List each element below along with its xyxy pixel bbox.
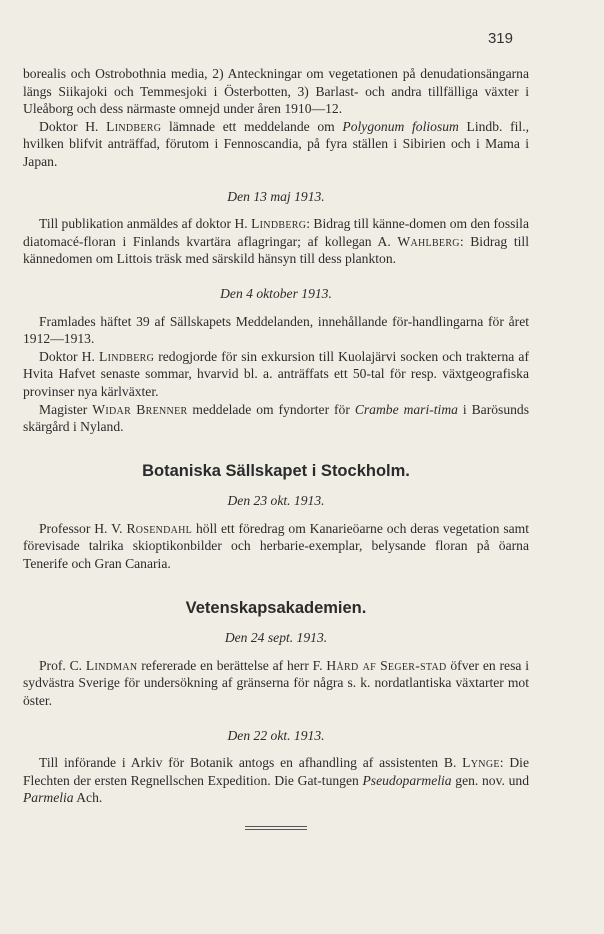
person-name: Hård af Seger-stad: [326, 657, 447, 673]
meeting-date: Den 4 oktober 1913.: [220, 285, 332, 301]
society-heading: Vetenskapsakademien.: [185, 598, 367, 617]
meeting-date: Den 22 okt. 1913.: [227, 727, 325, 743]
meeting-date: Den 24 sept. 1913.: [224, 630, 328, 646]
person-name: Lindberg: [98, 348, 155, 364]
meeting-date: Den 13 maj 1913.: [227, 188, 325, 204]
meeting-paragraph: Prof. C. Lindman refererade en berättelse af herr F. Hård af Seger-stad öfver en resa i sydvästra Sverige för undersökning af gränserna för några s. k. nordatlantiska växtarter mot öster.: [23, 657, 529, 709]
meeting-paragraph: Magister Widar Brenner meddelade om fyndorter för Crambe mari-tima i Barösunds skärgård i Nyland.: [23, 401, 530, 435]
meeting-paragraph: Professor H. V. Rosendahl höll ett föredrag om Kanarieöarne och deras vegetation samt förevisade talrika skioptikonbilder och herbarie-exemplar, belysande floran på öarna Tenerife och Gran Canaria.: [23, 520, 529, 572]
intro-paragraph: borealis och Ostrobothnia media, 2) Anteckningar om vegetationen på denudationsängarna längs Siikajoki och Temmesjoki i Österbotten, 3) Barlast- och andra tillfälliga växter i Uleåborg och dess närmaste omnejd under åren 1910—12.: [23, 66, 529, 117]
species-name: Pseudoparmelia: [362, 772, 452, 788]
meeting-paragraph: Framlades häftet 39 af Sällskapets Meddelanden, innehållande för-handlingarna för året 1912—1913.: [23, 313, 529, 347]
meeting-date: Den 23 okt. 1913.: [227, 493, 325, 509]
person-name: Wahlberg: [397, 233, 460, 249]
person-name: Lindberg: [106, 118, 162, 134]
person-name: Rosendahl: [126, 520, 193, 536]
page-body: [23, 65, 529, 830]
species-name: Parmelia: [23, 790, 74, 806]
person-name: Lindman: [85, 657, 138, 673]
society-heading: Botaniska Sällskapet i Stockholm.: [142, 461, 410, 480]
meeting-paragraph: Doktor H. Lindberg redogjorde för sin exkursion till Kuolajärvi socken och trakterna af Hvita Hafvet senaste sommar, hvarvid bl. a. anträffats ett 50-tal för resp. växtgeografiska provinser nya kärlväxter.: [23, 348, 529, 399]
page-number: 319: [487, 30, 513, 47]
person-name: Lynge: [462, 755, 500, 771]
end-rule: [245, 826, 307, 830]
person-name: Widar Brenner: [92, 401, 188, 417]
meeting-paragraph: Till införande i Arkiv för Botanik antogs en afhandling af assistenten B. Lynge: Die Flechten der ersten Regnellschen Expedition. Die Gat-tungen Pseudoparmelia gen. nov. und Parmelia Ach.: [23, 755, 529, 806]
intro-paragraph-2: Doktor H. Lindberg lämnade ett meddelande om Polygonum foliosum Lindb. fil., hvilken blifvit anträffad, förutom i Fennoscandia, på fyra ställen i Sibirien och i Mama i Japan.: [23, 118, 529, 169]
species-name: Crambe mari-tima: [354, 401, 458, 417]
person-name: Lindberg: [251, 216, 307, 232]
species-name: Polygonum foliosum: [342, 118, 459, 134]
meeting-paragraph: Till publikation anmäldes af doktor H. Lindberg: Bidrag till känne-domen om den fossila diatomacé-floran i Finlands kvartära aflagringar; af kollegan A. Wahlberg: Bidrag till kännedomen om Littois träsk med särskild hänsyn till dess plankton.: [23, 216, 529, 267]
